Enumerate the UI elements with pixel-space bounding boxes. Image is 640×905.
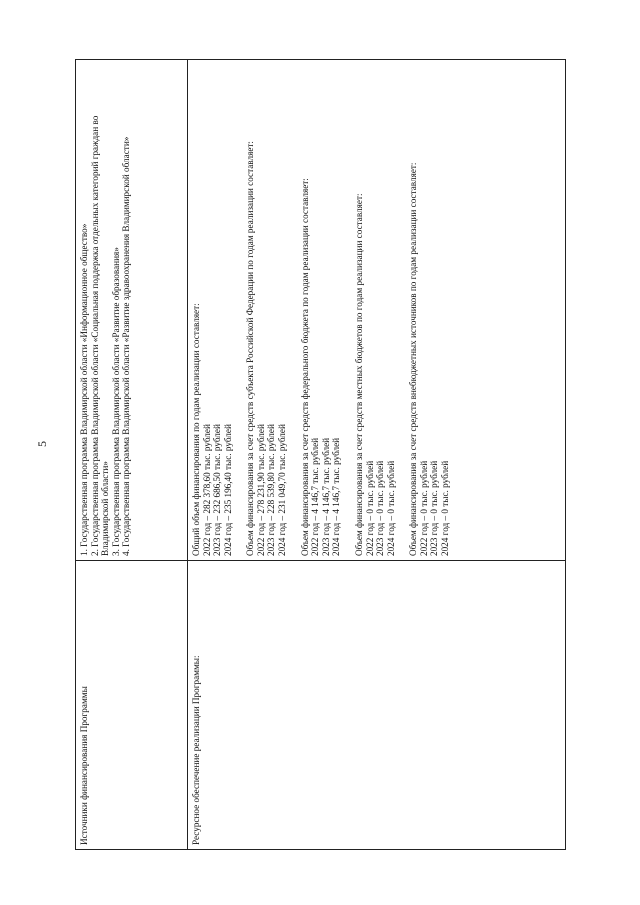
- label-cell-financing-sources: Источники финансирования Программы: [76, 561, 188, 850]
- funding-year-line: 2024 год – 231 049,70 тыс. рублей: [277, 424, 288, 556]
- financing-source-3: 3. Государственная программа Владимирской области «Развитие образования»: [110, 247, 121, 556]
- funding-block-extrabudgetary: [408, 64, 450, 556]
- program-passport-table: [75, 59, 566, 850]
- funding-block-federal: [300, 64, 342, 556]
- financing-source-1: 1. Государственная программа Владимирской области «Информационное общество»: [79, 223, 89, 556]
- funding-block-local: [354, 64, 396, 556]
- label-cell-resource-provision: Ресурсное обеспечение реализации Программы:: [188, 561, 566, 850]
- rotated-table-wrapper: [75, 60, 565, 850]
- financing-source-4: 4. Государственная программа Владимирской области «Развитие здравоохранения Владимирской области»: [121, 136, 132, 556]
- funding-year-line: 2023 год – 0 тыс. рублей: [429, 460, 440, 556]
- funding-block-regional: [245, 64, 287, 556]
- funding-block-heading: Объем финансирования за счет средств местных бюджетов по годам реализации составляет:: [353, 193, 364, 556]
- funding-year-line: 2022 год – 4 146,7 тыс. рублей: [310, 437, 321, 556]
- funding-year-line: 2024 год – 235 196,40 тыс. рублей: [222, 424, 233, 556]
- funding-year-line: 2022 год – 0 тыс. рублей: [364, 460, 375, 556]
- value-cell-financing-sources: [76, 60, 188, 561]
- funding-year-line: 2023 год – 228 539,80 тыс. рублей: [266, 424, 277, 556]
- funding-year-line: 2023 год – 4 146,7 тыс. рублей: [320, 437, 331, 556]
- page-number: 5: [35, 441, 49, 447]
- funding-year-line: 2024 год – 4 146,7 тыс. рублей: [331, 437, 342, 556]
- funding-year-line: 2023 год – 0 тыс. рублей: [375, 460, 386, 556]
- funding-year-line: 2024 год – 0 тыс. рублей: [439, 460, 450, 556]
- table-row: [188, 60, 566, 850]
- funding-block-total: [191, 64, 233, 556]
- funding-block-heading: Общий объем финансирования по годам реализации составляет:: [191, 303, 201, 556]
- value-cell-resource-provision: [188, 60, 566, 561]
- funding-year-line: 2022 год – 278 231,90 тыс. рублей: [255, 424, 266, 556]
- funding-year-line: 2022 год – 0 тыс. рублей: [418, 460, 429, 556]
- funding-year-line: 2024 год – 0 тыс. рублей: [385, 460, 396, 556]
- funding-block-heading: Объем финансирования за счет средств внебюджетных источников по годам реализации составляет:: [408, 162, 419, 556]
- table-row: [76, 60, 188, 850]
- funding-year-line: 2023 год – 232 686,50 тыс. рублей: [212, 424, 223, 556]
- funding-year-line: 2022 год – 282 378,60 тыс. рублей: [201, 424, 212, 556]
- funding-block-heading: Объем финансирования за счет средств субъекта Российской Федерации по годам реализации составляет:: [245, 141, 256, 556]
- funding-block-heading: Объем финансирования за счет средств федерального бюджета по годам реализации составляет:: [299, 178, 310, 556]
- financing-source-2: 2. Государственная программа Владимирской области «Социальная поддержка отдельных категорий граждан во Владимирской области»: [89, 115, 111, 556]
